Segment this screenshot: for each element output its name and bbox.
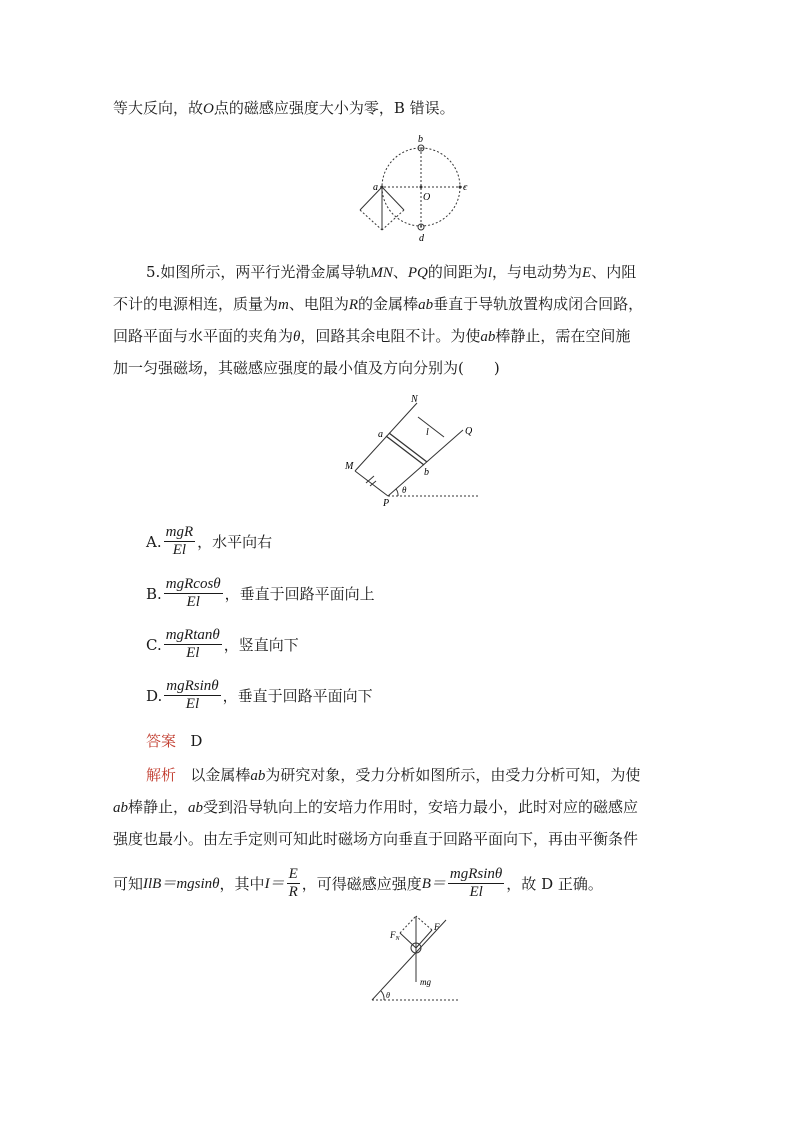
label-b: b bbox=[418, 134, 423, 145]
force-FN bbox=[400, 933, 416, 948]
analysis-line-3: 强度也最小。由左手定则可知此时磁场方向垂直于回路平面向下，再由平衡条件 bbox=[113, 830, 639, 848]
answer-label: 答案 bbox=[146, 732, 177, 750]
analysis-label: 解析 bbox=[146, 766, 177, 784]
option-D-fraction: $\frac{\text{mgRsinθ}}{El}$ bbox=[166, 678, 219, 712]
rod-ab-1 bbox=[386, 436, 424, 465]
label-O: O bbox=[423, 192, 431, 203]
figure-inclined-rails bbox=[340, 393, 490, 508]
figure-circle-field bbox=[340, 130, 490, 245]
option-A-fraction: $\frac{\text{mgR}}{El}$ bbox=[165, 524, 194, 558]
rail-MN bbox=[355, 403, 417, 471]
option-B-fraction: $\frac{\text{mgRcosθ}}{El}$ bbox=[165, 576, 221, 610]
label-FN: $F_N$ bbox=[390, 930, 400, 942]
vector-down-right bbox=[382, 187, 404, 210]
analysis-line-2: ab棒静止，ab受到沿导轨向上的安培力作用时，安培力最小，此时对应的磁感应 bbox=[113, 798, 639, 816]
equation-force-balance: IlB＝mgsinθ bbox=[143, 875, 220, 892]
force-F bbox=[416, 930, 432, 948]
label-mg: mg bbox=[420, 977, 431, 987]
label-P: P bbox=[383, 498, 390, 509]
angle-arc bbox=[381, 991, 384, 1000]
option-C[interactable]: C. $\frac{\text{mgRtanθ}}{El}$ ，竖直向下 bbox=[146, 627, 299, 661]
equation-current: $\frac{E}{R}$ bbox=[288, 866, 298, 900]
option-D[interactable]: D. $\frac{\text{mgRsinθ}}{El}$ ，垂直于回路平面向下 bbox=[146, 678, 373, 712]
spacing-arrow bbox=[418, 417, 444, 437]
label-l: l bbox=[426, 427, 429, 438]
label-d: d bbox=[419, 233, 424, 244]
question-line-2: 不计的电源相连，质量为m、电阻为R的金属棒ab垂直于导轨放置构成闭合回路， bbox=[113, 295, 644, 313]
rail-PQ bbox=[388, 430, 463, 496]
label-a: a bbox=[373, 182, 378, 193]
figure-force-diagram bbox=[360, 910, 470, 1005]
option-C-fraction: $\frac{\text{mgRtanθ}}{El}$ bbox=[165, 627, 220, 661]
analysis-line-4: 可知 IlB＝mgsinθ ，其中 I＝ $\frac{E}{R}$ ，可得磁感应强度 B＝ $\frac{\text{mgRsinθ}}{El}$ ，故 D 正确。 bbox=[113, 866, 603, 900]
equation-field: $\frac{\text{mgRsinθ}}{El}$ bbox=[449, 866, 503, 900]
option-B[interactable]: B. $\frac{\text{mgRcosθ}}{El}$ ，垂直于回路平面向上 bbox=[146, 576, 375, 610]
label-a: a bbox=[378, 429, 383, 440]
answer-value: D bbox=[190, 732, 203, 750]
label-theta: θ bbox=[402, 485, 407, 495]
incline bbox=[372, 920, 446, 1000]
label-c: c bbox=[463, 182, 468, 193]
question-line-1: 5.如图所示，两平行光滑金属导轨MN、PQ的间距为l，与电动势为E、内阻 bbox=[146, 263, 637, 281]
question-line-3: 回路平面与水平面的夹角为θ，回路其余电阻不计。为使ab棒静止，需在空间施 bbox=[113, 327, 631, 345]
point-c bbox=[459, 186, 462, 189]
angle-arc bbox=[396, 489, 398, 496]
point-O bbox=[420, 186, 423, 189]
label-theta: θ bbox=[386, 991, 390, 1000]
text-line-1: 等大反向，故O点的磁感应强度大小为零，B 错误。 bbox=[113, 99, 455, 117]
option-A[interactable]: A. $\frac{\text{mgR}}{El}$ ，水平向右 bbox=[146, 524, 273, 558]
rail-end bbox=[355, 471, 388, 496]
label-M: M bbox=[345, 461, 354, 472]
rod-ab-2 bbox=[389, 433, 427, 462]
answer-line bbox=[146, 731, 202, 751]
label-N: N bbox=[411, 394, 418, 405]
label-b: b bbox=[424, 467, 429, 478]
label-F: F bbox=[434, 922, 440, 932]
vector-down-left bbox=[360, 187, 382, 210]
analysis-line-1: 解析 以金属棒ab为研究对象，受力分析如图所示，由受力分析可知，为使 bbox=[146, 766, 641, 784]
question-line-4: 加一匀强磁场，其磁感应强度的最小值及方向分别为( ) bbox=[113, 359, 500, 377]
label-Q: Q bbox=[465, 426, 473, 437]
